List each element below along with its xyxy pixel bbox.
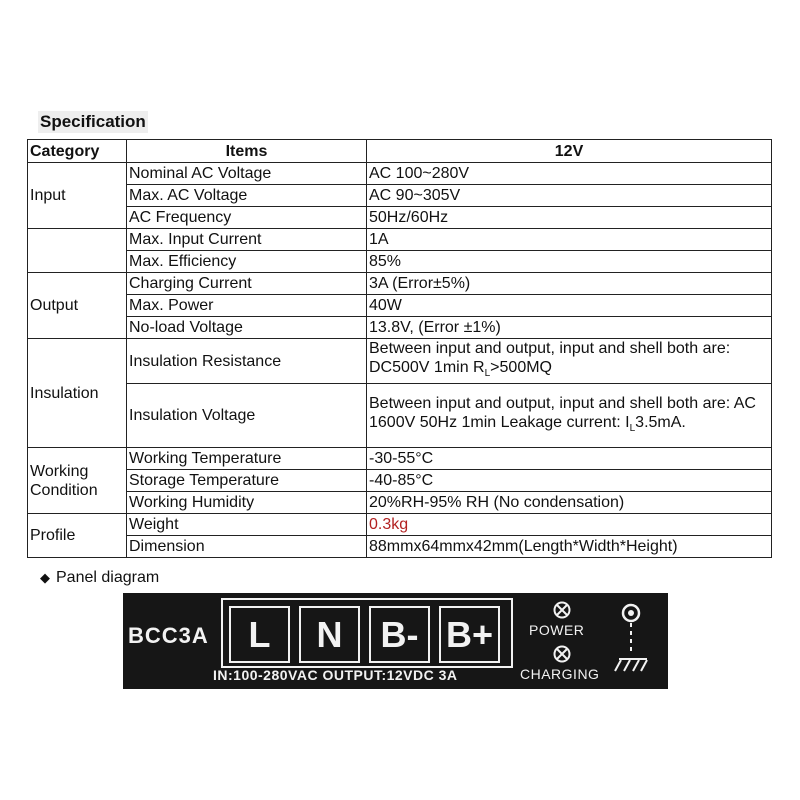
value-cell: 1A xyxy=(367,229,772,251)
category-working-condition: Working Condition xyxy=(28,448,127,514)
charging-label: CHARGING xyxy=(520,666,600,682)
item-cell: Weight xyxy=(127,514,367,536)
value-cell: 13.8V, (Error ±1%) xyxy=(367,317,772,339)
value-cell: 85% xyxy=(367,251,772,273)
terminal-b-plus: B+ xyxy=(439,606,500,663)
item-cell: Working Humidity xyxy=(127,492,367,514)
item-cell: Storage Temperature xyxy=(127,470,367,492)
value-text: 3.5mA. xyxy=(635,413,686,431)
category-output: Output xyxy=(28,273,127,339)
table-row xyxy=(28,273,772,295)
table-row xyxy=(28,185,772,207)
table-row xyxy=(28,207,772,229)
item-cell: Max. AC Voltage xyxy=(127,185,367,207)
item-cell: Nominal AC Voltage xyxy=(127,163,367,185)
item-cell: Dimension xyxy=(127,536,367,558)
header-items: Items xyxy=(127,140,367,163)
subscript: L xyxy=(484,368,491,380)
value-text: >500MQ xyxy=(490,359,552,376)
table-row xyxy=(28,229,772,251)
value-cell: AC 90~305V xyxy=(367,185,772,207)
value-cell: 0.3kg xyxy=(367,514,772,536)
terminal-block xyxy=(221,598,513,668)
value-cell: 88mmx64mmx42mm(Length*Width*Height) xyxy=(367,536,772,558)
ground-icon xyxy=(611,601,651,681)
charging-indicator-icon xyxy=(553,645,571,663)
value-cell: -30-55°C xyxy=(367,448,772,470)
item-cell: No-load Voltage xyxy=(127,317,367,339)
value-cell: 50Hz/60Hz xyxy=(367,207,772,229)
value-text: Between input and output, input and shell both are: AC 1600V 50Hz 1min Leakage current: I xyxy=(369,394,756,431)
item-cell: Insulation Resistance xyxy=(127,339,367,384)
io-rating-label: IN:100-280VAC OUTPUT:12VDC 3A xyxy=(213,667,458,683)
category-profile: Profile xyxy=(28,514,127,558)
item-cell: Max. Efficiency xyxy=(127,251,367,273)
table-row xyxy=(28,295,772,317)
table-row xyxy=(28,448,772,470)
value-cell xyxy=(367,339,772,384)
subscript: L xyxy=(629,422,636,434)
value-cell: 20%RH-95% RH (No condensation) xyxy=(367,492,772,514)
table-row xyxy=(28,384,772,448)
header-category: Category xyxy=(28,140,127,163)
value-cell: -40-85°C xyxy=(367,470,772,492)
value-text: Between input and output, input and shell both are: DC500V 1min R xyxy=(369,340,731,376)
terminal-n: N xyxy=(299,606,360,663)
value-cell xyxy=(367,384,772,448)
item-cell: Max. Input Current xyxy=(127,229,367,251)
table-row xyxy=(28,492,772,514)
value-cell: AC 100~280V xyxy=(367,163,772,185)
table-row xyxy=(28,536,772,558)
table-row xyxy=(28,251,772,273)
table-row xyxy=(28,339,772,384)
table-row xyxy=(28,317,772,339)
category-insulation: Insulation xyxy=(28,339,127,448)
spec-heading: Specification xyxy=(40,112,146,131)
table-row xyxy=(28,514,772,536)
model-label: BCC3A xyxy=(128,623,209,648)
diamond-bullet-icon: ◆ xyxy=(40,570,50,585)
panel-diagram-title xyxy=(40,568,159,588)
item-cell: Working Temperature xyxy=(127,448,367,470)
value-cell: 3A (Error±5%) xyxy=(367,273,772,295)
terminal-b-minus: B- xyxy=(369,606,430,663)
table-row xyxy=(28,163,772,185)
header-value: 12V xyxy=(367,140,772,163)
panel-diagram-label: Panel diagram xyxy=(56,569,160,586)
item-cell: Max. Power xyxy=(127,295,367,317)
spec-table xyxy=(27,139,772,558)
terminal-l: L xyxy=(229,606,290,663)
power-label: POWER xyxy=(529,622,585,638)
category-blank xyxy=(28,229,127,273)
item-cell: AC Frequency xyxy=(127,207,367,229)
table-header-row xyxy=(28,140,772,163)
item-cell: Insulation Voltage xyxy=(127,384,367,448)
value-cell: 40W xyxy=(367,295,772,317)
item-cell: Charging Current xyxy=(127,273,367,295)
category-input: Input xyxy=(28,163,127,229)
power-indicator-icon xyxy=(553,601,571,619)
panel-diagram xyxy=(123,593,668,689)
table-row xyxy=(28,470,772,492)
